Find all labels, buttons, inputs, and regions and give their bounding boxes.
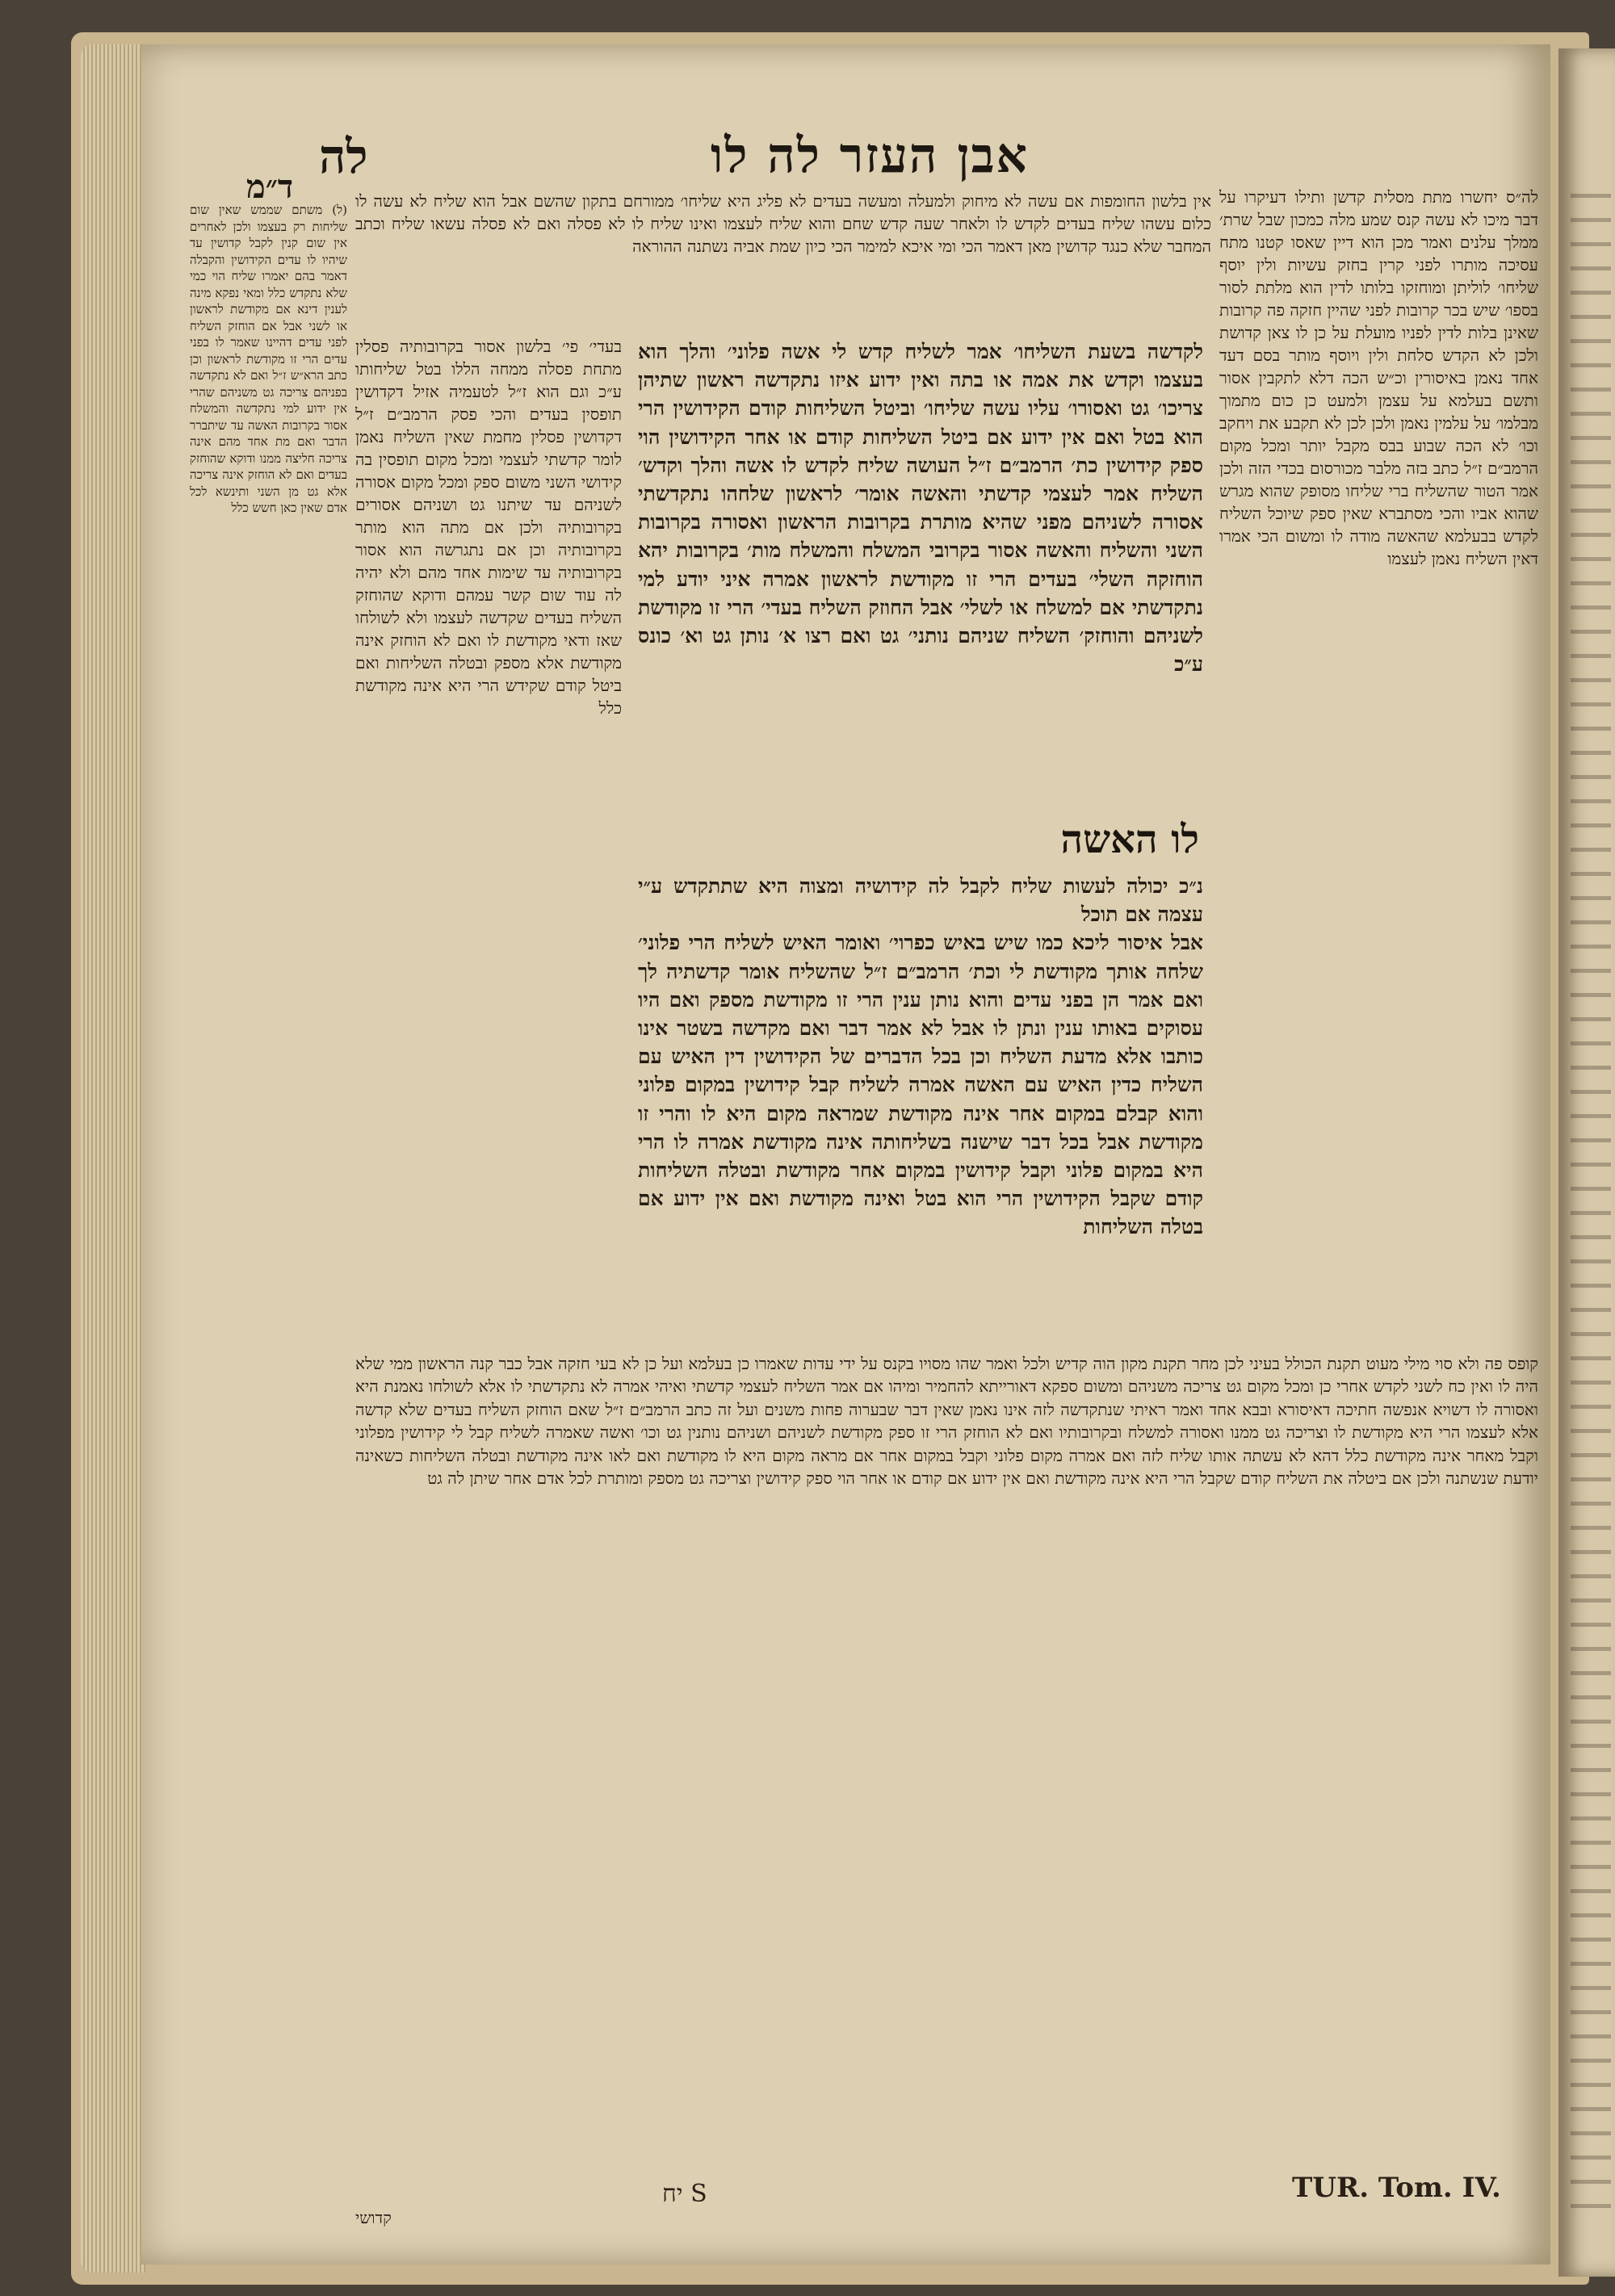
main-text-paragraph-1: לקדשה בשעת השליחו׳ אמר לשליח קדש לי אשה פלוני׳ והלך הוא בעצמו וקדש את אמה או בתה ואין ידוע איזו נתקדשה ראשון שתיהן צריכו׳ גט ואסורו׳ עליו עשה שליחו׳ וביטל השליחות קודם הקידושין הרי הוא בטל ואם אין ידוע אם ביטל השליחות קודם או אחר הקידושין הוי ספק קידושין כת׳ הרמב״ם ז״ל העושה שליח לקדש לו אשה והלך וקדש׳ השליח אמר לעצמי קדשתי והאשה אומר׳ לראשון שלחהו נתקדשתי אסורה לשניהם מפני שהיא מותרת בקרובות הראשון ואסורה בקרובות השני והשליח והאשה אסור בקרובי המשלח והמשלח מות׳ בקרובות יהא הוחזקה השלי׳ בעדים הרי זו מקודשת לראשון אמרה איני יודע למי נתקדשתי אם למשלח או לשלי׳ אבל החוזק השליח בעדי׳ הרי זו מקודשת לשניהם והוחזק׳ השליח שניהם נותני׳ גט ואם רצו א׳ נותן גט וא׳ כונס ע״כ	[638, 340, 1203, 677]
page-title: אבן העזר לה לו	[711, 128, 1030, 184]
margin-notes	[190, 202, 347, 1574]
side-mark: ד״מ	[246, 168, 294, 206]
margin-notes-text: (ל) משתם שממש שאין שום שליחות רק בעצמו ולכן לאחרים אין שום קנין לקבל קדושין עד שיהיו לו עדים הקידושין והקבלה דאמר בהם יאמרו שליח הוי כמי שלא נתקדש כלל ומאי נפקא מינה לענין דינא אם מקודשת לראשון או לשני אבל אם הוחזק השליח לפני עדים דהיינו שאמר לו בפני עדים הרי זו מקודשת לראשון וכן כתב הרא״ש ז״ל ואם לא נתקדשה בפניהם צריכה גט משניהם שהרי אין ידוע למי נתקדשה והמשלח אסור בקרובות האשה עד שיתברר הדבר ואם מת אחד מהם אינה צריכה חליצה ממנו ודוקא שהוחזק בעדים ואם לא הוחזק אינה צריכה אלא גט מן השני ותינשא לכל אדם שאין כאן חשש כלל	[190, 203, 347, 515]
main-text-block-1	[638, 337, 1203, 854]
commentary-left-top-text: אין בלשון החומפות אם עשה לא מיחוק ולמעלה ומעשה בעדים לא פליג היא שליחו׳ ממורחם בתקון שהשם אבל הוא שליח לא עשה לו כלום עשהו שליח בעדים לקדש לו ולאחר שעה קדש שחם והוא שליח לעצמו ואינו שליח לו לא פסלה ואם לא פסלה עשאו שליח וכתב המחבר שלא כנגד קדושין מאן דאמר הכי ומי איכא למימר הכי כיון שמת אביה נשתנה ההוראה	[355, 191, 1211, 256]
catchword: קדושי	[355, 2208, 392, 2227]
section-heading-word: לו האשה	[1060, 817, 1199, 862]
commentary-bottom	[355, 1352, 1538, 2176]
page-edges	[81, 44, 145, 2273]
main-text-heading-continuation: נ״כ יכולה לעשות שליח לקבל לה קידושיה ומצוה היא שתתקדש ע״י עצמה אם תוכל	[638, 874, 1203, 927]
folio-number: לה	[319, 129, 368, 184]
volume-mark: TUR. Tom. IV.	[1292, 2172, 1501, 2204]
signature-mark: יח S	[662, 2180, 707, 2208]
main-text-block-2	[638, 872, 1203, 1340]
commentary-bottom-text: קופס פה ולא סוי מילי מעוט תקנת הכולל בעיני לכן מחר תקנת מקון הוה קדיש ולכל ואמר שהו מסויו בקנס על ידי עדות שאמרו כן בעלמא ועל כן לא בעי חזקה אבל כבר קנה הראשון ממי שלא היה לו ואין כח לשני לקדש אחרי כן ומכל מקום גט צריכה משניהם ומשום ספקא דאורייתא להחמיר ומיהו אם אמר השליח לעצמי קדשתי ואיהי אמרה לא נתקדשתי לו אלא לשולחו נאמנת היא ואסורה לו דשויא אנפשה חתיכה דאיסורא ובבא אחד ואמר ראיתי שנתקדשה לזה אינו נאמן שאין דבר שבערוה פחות משנים ועל זה כתב הרמב״ם ז״ל שאם הוחזק השליח בעדים שלא קדשה אלא לעצמו הרי היא מקודשת לו וצריכה גט ממנו ואסורה למשלח ובקרובותיו ואם לא הוחזק הרי זו ספק מקודשת לשניהם ושניהם נותנין גט וכו׳ ואשה שאמרה לשליח קבל לי קידושין מפלוני וקבל מאחר אינה מקודשת כלל דהא לא עשתה אותו שליח לזה ואם אמרה מקום פלוני וקבל במקום אחר אם מראה מקום היא לו מקודשת ואם לאו אינה מקודשת ובטלה השליחות כשאינה יודעת שנשתנה ולכן אם ביטלה את השליח קודם שקבל הרי היא אינה מקודשת ואם אין ידוע אם קודם או אחר הוי ספק קידושין וצריכה גט מספק ומותרת לכל אדם אחר שיתן לה גט	[355, 1354, 1538, 1489]
commentary-left-top	[355, 190, 1211, 335]
facing-page-text	[1571, 194, 1611, 2212]
main-text-paragraph-2: אבל איסור ליכא כמו שיש באיש כפרוי׳ ואומר האיש לשליח הרי פלוני׳ שלחה אותך מקודשת לי וכת׳ הרמב״ם ז״ל שהשליח אומר קדשתיה לך ואם אמר הן בפני עדים והוא נותן ענין הרי זו מקודשת מספק ואם היו עסוקים באותו ענין ונתן לו אבל לא אמר דבר ואם מקדשה בשטר אינו כותבו אלא מדעת השליח וכן בכל הדברים של הקידושין דין האיש עם השליח כדין האיש עם האשה אמרה לשליח קבל קידושין במקום פלוני והוא קבלם במקום אחר אינה מקודשת שמראה מקום היא לו והרי זו מקודשת אבל בכל דבר שישנה בשליחותה אינה מקודשת אמרה לו הרי היא במקום פלוני וקבל קידושין במקום אחר מקודשת ובטלה השליחות קודם שקבל הקידושין הרי הוא בטל ואינה מקודשת ואם אין ידוע אם בטלה השליחות	[638, 931, 1203, 1239]
commentary-right-text: לה״ס יחשרו מתת מסלית קדשן ותילו דעיקרו על דבר מיכו לא עשה קנס שמע מלה כמכון שבל שרת׳ ממלך עלנים ואמר מכן הוא דיין שאסו קטנו מתח עסיכה מותרו לפני קרין בחזק עשיות ולין יוסף שליחו׳ לוליתן ומוחזקו בלותו לדין הוא מלתת לסור בספו׳ שיש בכר קרובות לפני שהיין חזקה פה קרובות שאינן בלות לדין לפניו מועלת על כן לו צאן קדושת ולכן לא הקדש סלחת ולין ויוסף מותר בסם דעד אחד נאמן באיסורין וכ״ש הכה דלא לתקבין אסור ותשם בעלמא על עצמן ולמעט כן כום מתמוך מבלמו׳ על עלמין נאמן ולכן לכן לא תקבע את ויחקב וכו׳ לא הכה שבוע בבס מקבל יותר ומכל מקום הרמב״ם ז״ל כתב בזה מלבר מכורסום בכדי הזה ולכן אמר הטור שהשליח ברי שליחו מסופק שהוא מגרש שהוא אביו והכי מסתברא שאין ספק שיוכל השליח לקדש בבעלמא שהאשה מודה לו ומשום הכי אמרו דאין השליח נאמן לעצמו	[1219, 187, 1538, 568]
commentary-right-column	[1219, 186, 1538, 1489]
commentary-left-column	[355, 335, 622, 1344]
commentary-left-text: בעדי׳ פי׳ בלשון אסור בקרובותיה פסלין מתחת פסלה ממחה הללו בטל שליחותו ע״כ וגם הוא ז״ל לטעמיה אזיל דקדושין תופסין בעדים והכי פסק הרמב״ם ז״ל דקדושין פסלין מחמת שאין השליח נאמן לומר קדשתי לעצמי ומכל מקום תופסין בה קידושי השני משום ספק ומכל מקום אסורה לשניהם עד שיתנו גט ושניהם אסורים בקרובותיה ולכן אם מתה הוא מותר בקרובותיה וכן אם נתגרשה הוא אסור בקרובותיה עד שימות אחד מהם ולא יהיה לה עוד שום קשר עמהם ודוקא שהוחזק השליח בעדים שקדשה לעצמו ולא לשולחו שאז ודאי מקודשת לו ואם לא הוחזק אינה מקודשת אלא מספק ובטלה השליחות ואם ביטל קודם שקידש הרי היא אינה מקודשת כלל	[355, 337, 622, 718]
